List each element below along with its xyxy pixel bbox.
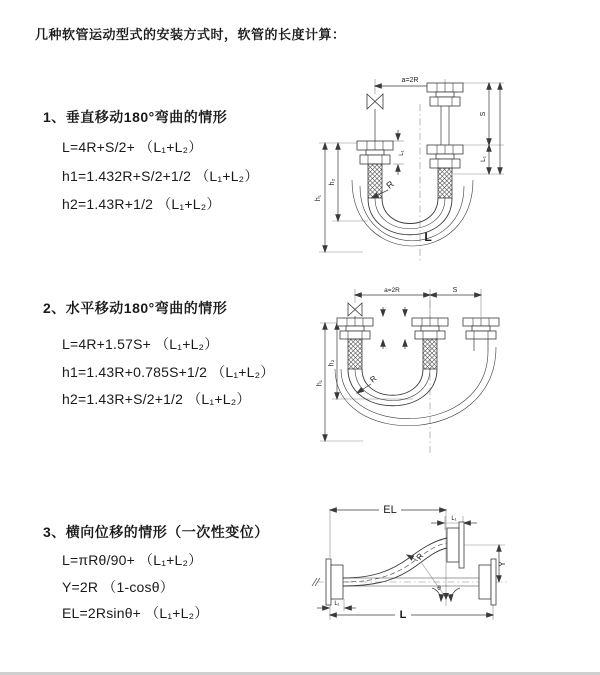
hose-fitting: [427, 83, 463, 106]
flange-fitting: [479, 559, 496, 605]
valve-icon: [355, 303, 362, 316]
dim-label-l1: L₁: [480, 156, 487, 162]
dim-label-s: S: [452, 287, 458, 294]
valve-icon: [348, 303, 355, 316]
dim-label-h1: h₁: [316, 379, 324, 387]
angle-vertex: [443, 593, 449, 600]
section-1-heading: 1、垂直移动180°弯曲的情形: [43, 109, 228, 125]
section-2-formula-l: L=4R+1.57S+ （L₁+L₂）: [62, 336, 219, 352]
section-2-heading: 2、水平移动180°弯曲的情形: [43, 300, 228, 316]
valve-icon: [375, 94, 383, 109]
section-1-formula-h2: h2=1.43R+1/2 （L₁+L₂）: [62, 196, 221, 212]
diagram-vertical-180-bend: [305, 66, 510, 266]
length-label: L: [399, 609, 407, 621]
flange-fitting: [326, 559, 343, 605]
hose-curve-phantom: [341, 351, 488, 419]
braided-hose-section: [438, 168, 452, 198]
dim-label-h1: h₁: [315, 194, 322, 202]
hose-fitting: [337, 318, 373, 339]
dim-label-h2: h₂: [329, 178, 336, 186]
hose-fitting: [412, 318, 448, 339]
valve-icon: [367, 94, 375, 109]
section-3-formula-l: L=πRθ/90+ （L₁+L₂）: [62, 552, 203, 568]
hose-curve: [382, 198, 438, 224]
section-1-formula-l: L=4R+S/2+ （L₁+L₂）: [62, 139, 203, 155]
section-3-formula-y: Y=2R （1-cosθ）: [62, 579, 174, 595]
dim-label-a2r: a=2R: [384, 287, 400, 294]
dim-label-l1: L₁: [399, 150, 405, 156]
dim-label-el: EL: [383, 504, 397, 516]
radius-label: R: [414, 551, 426, 562]
section-2-formula-h1: h1=1.43R+0.785S+1/2 （L₁+L₂）: [62, 364, 275, 380]
hose-fitting: [427, 145, 463, 168]
section-2-formula-h2: h2=1.43R+S/2+1/2 （L₁+L₂）: [62, 391, 251, 407]
hose-curve: [343, 538, 447, 578]
section-3-formula-el: EL=2Rsinθ+ （L₁+L₂）: [62, 605, 209, 621]
braided-hose-section: [368, 164, 382, 198]
diagram-horizontal-180-bend: [315, 281, 530, 461]
hose-curve: [355, 369, 430, 401]
dim-label-l1: L₁: [334, 601, 340, 607]
dim-label-a2r: a=2R: [401, 77, 419, 84]
hose-centerline: [343, 543, 447, 582]
angle-label: θ: [437, 585, 441, 592]
flange-fitting: [447, 522, 464, 568]
braided-hose-section: [348, 339, 362, 369]
dim-label-s: S: [480, 111, 487, 117]
section-1-formula-h1: h1=1.432R+S/2+1/2 （L₁+L₂）: [62, 168, 259, 184]
hose-curve: [368, 198, 452, 235]
dim-label-l1: L₁: [451, 516, 457, 522]
length-label: L: [424, 230, 432, 244]
diagram-lateral-displacement: [303, 498, 538, 658]
radius-label: R: [368, 373, 379, 385]
radius-label: R: [384, 178, 396, 191]
hose-fitting: [357, 141, 393, 164]
hose-fitting: [463, 318, 499, 339]
hose-curve: [375, 198, 445, 229]
section-3-heading: 3、横向位移的情形（一次性变位）: [43, 524, 269, 540]
braided-hose-section: [423, 339, 437, 369]
dim-label-h2: h₂: [328, 359, 336, 367]
dim-label-y: Y: [498, 561, 507, 567]
page-title: 几种软管运动型式的安装方式时，软管的长度计算：: [35, 27, 346, 42]
